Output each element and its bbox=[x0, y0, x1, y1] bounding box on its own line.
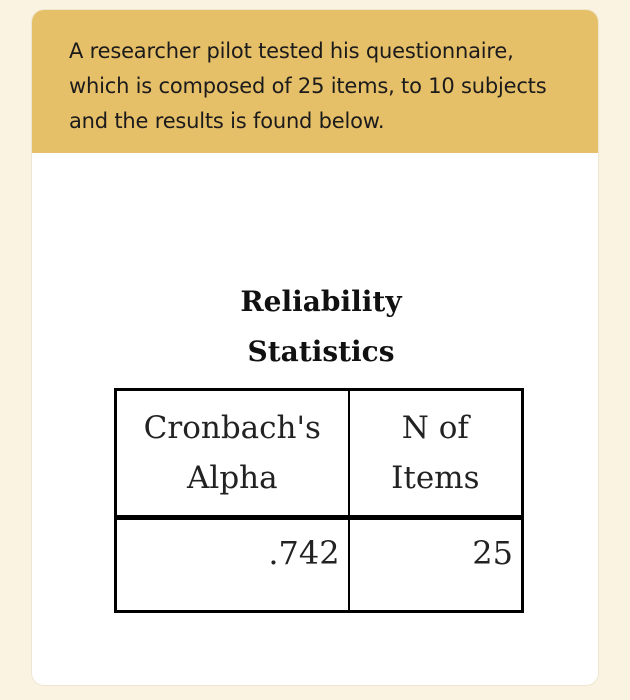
table-header-row bbox=[116, 390, 523, 517]
reliability-statistics-title bbox=[32, 277, 598, 377]
reliability-statistics-table bbox=[114, 388, 524, 613]
header-n-of-items bbox=[349, 390, 523, 517]
header-cronbachs-alpha-line-1: Cronbach's bbox=[143, 410, 321, 446]
header-cronbachs-alpha-line-2: Alpha bbox=[187, 460, 278, 496]
header-cronbachs-alpha bbox=[116, 390, 349, 517]
table-row bbox=[116, 519, 523, 612]
question-header bbox=[32, 10, 598, 153]
header-n-of-items-line-2: Items bbox=[391, 460, 480, 496]
question-card bbox=[32, 10, 598, 685]
question-text: A researcher pilot tested his questionnaire, which is composed of 25 items, to 10 subjects and the results is found below. bbox=[69, 39, 547, 133]
title-line-1: Reliability bbox=[240, 285, 402, 318]
cronbachs-alpha-value: .742 bbox=[116, 519, 349, 612]
header-n-of-items-line-1: N of bbox=[401, 410, 469, 446]
n-of-items-value: 25 bbox=[349, 519, 523, 612]
title-line-2: Statistics bbox=[247, 335, 395, 368]
